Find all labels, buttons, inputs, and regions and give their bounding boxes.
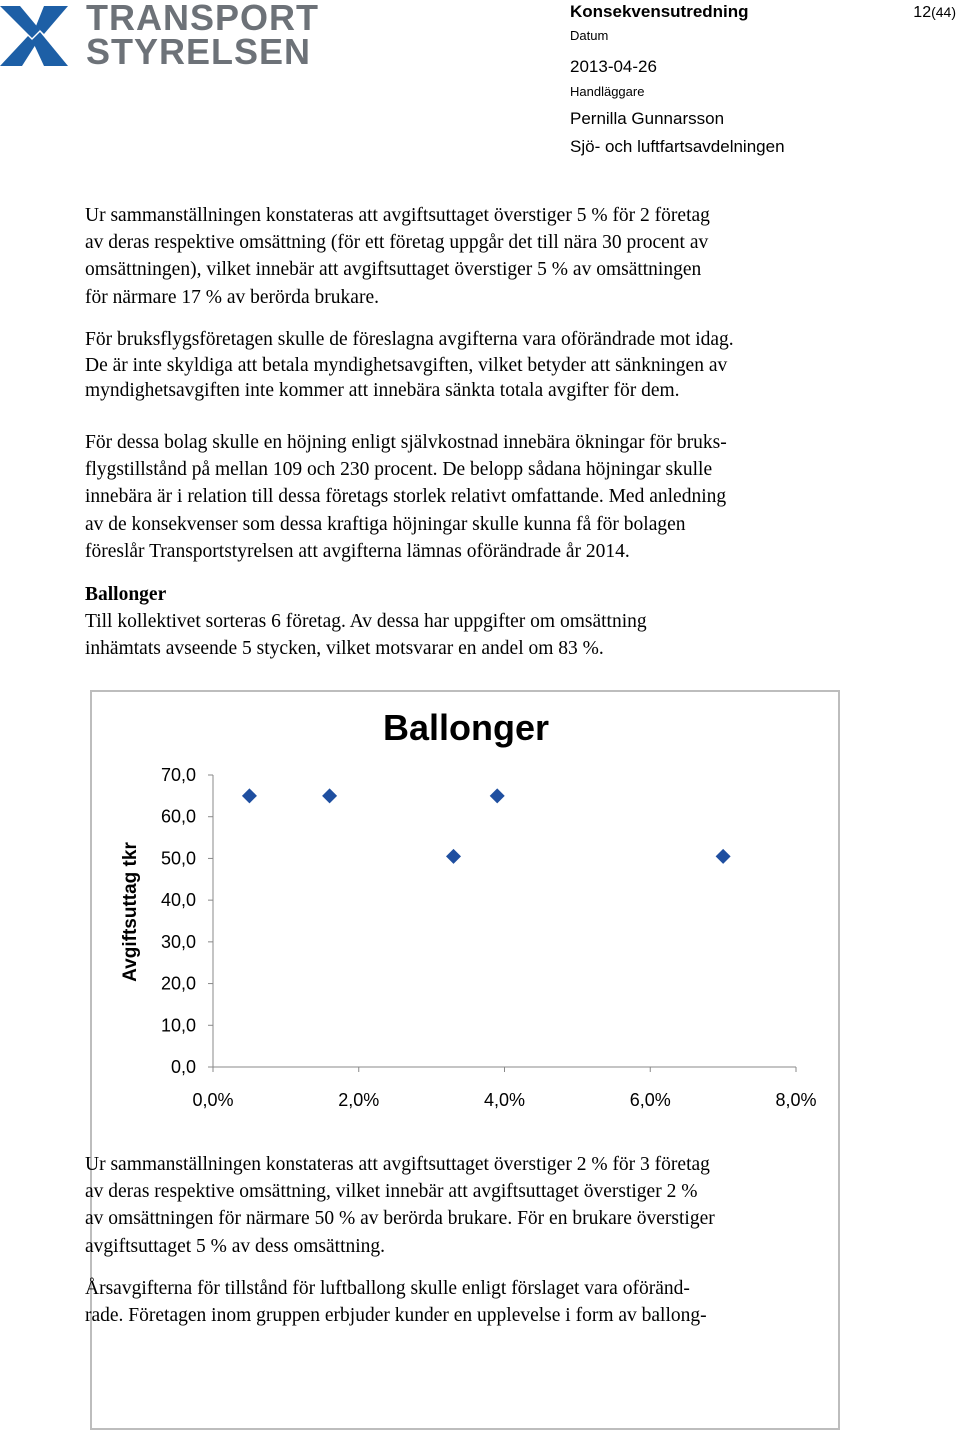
logo-text-line2: STYRELSEN: [86, 31, 312, 72]
text-line: inhämtats avseende 5 stycken, vilket motsvarar en andel om 83 %.: [85, 638, 604, 660]
page-number: [913, 4, 956, 22]
text-line: För bruksflygsföretagen skulle de föreslagna avgifterna vara oförändrade mot idag.: [85, 329, 734, 350]
y-tick-label: 50,0: [160, 848, 196, 869]
paragraph-ballonger: [85, 581, 875, 663]
data-point-marker: [322, 788, 337, 803]
text-line: rade. Företagen inom gruppen erbjuder kunder en upplevelse i form av ballong-: [85, 1305, 707, 1327]
page-current: 12: [913, 4, 932, 21]
x-tick-label: 2,0%: [338, 1090, 380, 1110]
data-point-marker: [242, 788, 257, 803]
text-line: innebära är i relation till dessa företags storlek relativt omfattande. Med anledning: [85, 486, 727, 508]
x-tick-label: 0,0%: [192, 1090, 234, 1110]
y-tick-label: 40,0: [160, 890, 196, 911]
text-line: omsättningen), vilket innebär att avgiftsuttaget överstiger 5 % av omsättningen: [85, 259, 702, 281]
y-tick-label: 20,0: [160, 973, 196, 994]
text-line: Årsavgifterna för tillstånd för luftballong skulle enligt förslaget vara oföränd-: [85, 1278, 690, 1299]
text-line: myndighetsavgiften inte kommer att innebära sänkta totala avgifter för dem.: [85, 380, 680, 401]
handler-label: Handläggare: [570, 84, 645, 99]
y-tick-label: 60,0: [160, 806, 196, 827]
y-tick-label: 70,0: [160, 765, 196, 785]
text-line: Ur sammanställningen konstateras att avgiftsuttaget överstiger 5 % för 2 företag: [85, 205, 710, 226]
text-line: föreslår Transportstyrelsen att avgifterna lämnas oförändrade år 2014.: [85, 540, 630, 562]
text-line: flygstillstånd på mellan 109 och 230 procent. De belopp sådana höjningar skulle: [85, 459, 713, 481]
text-line: De är inte skyldiga att betala myndighetsavgiften, vilket betyder att sänkningen av: [85, 354, 728, 376]
section-heading: Ballonger: [85, 584, 167, 605]
department: Sjö- och luftfartsavdelningen: [570, 137, 785, 156]
text-line: av deras respektive omsättning, vilket innebär att avgiftsuttaget överstiger 2 %: [85, 1181, 698, 1203]
data-point-marker: [716, 849, 731, 864]
logo-emblem-icon: [0, 0, 82, 72]
transportstyrelsen-logo: [0, 0, 319, 72]
text-line: avgiftsuttaget 5 % av dess omsättning.: [85, 1235, 386, 1257]
data-points: [242, 788, 731, 863]
paragraph-5: [85, 1151, 875, 1260]
paragraph-6: [85, 1275, 875, 1329]
paragraph-3: [85, 429, 875, 565]
y-axis-label: Avgiftsuttag tkr: [120, 842, 141, 982]
paragraph-2: [85, 327, 875, 404]
document-type: Konsekvensutredning: [570, 2, 749, 21]
y-axis: [161, 765, 213, 1077]
data-point-marker: [446, 849, 461, 864]
y-tick-label: 10,0: [160, 1015, 196, 1036]
x-tick-label: 8,0%: [775, 1090, 817, 1110]
text-line: av de konsekvenser som dessa kraftiga höjningar skulle kunna få för bolagen: [85, 513, 686, 535]
page-total: (44): [931, 4, 956, 20]
data-point-marker: [490, 788, 505, 803]
chart-title: Ballonger: [382, 707, 550, 748]
text-line: För dessa bolag skulle en höjning enligt självkostnad innebära ökningar för bruks-: [85, 432, 727, 453]
x-tick-label: 6,0%: [629, 1090, 671, 1110]
text-line: Till kollektivet sorteras 6 företag. Av dessa har uppgifter om omsättning: [85, 611, 647, 633]
text-line: för närmare 17 % av berörda brukare.: [85, 286, 379, 308]
text-line: Ur sammanställningen konstateras att avgiftsuttaget överstiger 2 % för 3 företag: [85, 1154, 710, 1175]
date-value: 2013-04-26: [570, 57, 657, 76]
text-line: av omsättningen för närmare 50 % av berörda brukare. För en brukare överstiger: [85, 1208, 715, 1230]
paragraph-1: [85, 202, 875, 311]
y-tick-label: 30,0: [160, 931, 196, 952]
logo-text-line1: TRANSPORT: [86, 0, 319, 38]
y-tick-label: 0,0: [170, 1057, 196, 1077]
x-axis: [192, 1067, 816, 1110]
x-tick-label: 4,0%: [483, 1090, 526, 1110]
handler-name: Pernilla Gunnarsson: [570, 109, 725, 128]
text-line: av deras respektive omsättning (för ett företag uppgår det till nära 30 procent av: [85, 232, 709, 254]
date-label: Datum: [570, 28, 609, 43]
